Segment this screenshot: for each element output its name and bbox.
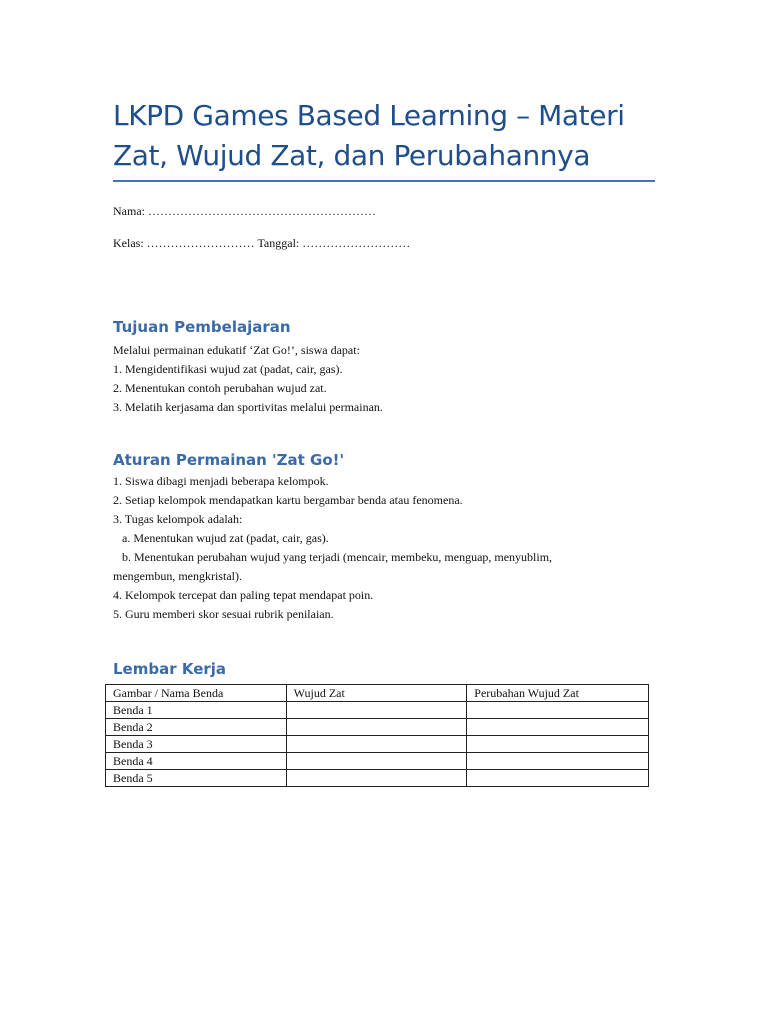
tujuan-heading: Tujuan Pembelajaran [113, 318, 291, 336]
table-header-row [106, 685, 649, 702]
aturan-line: 3. Tugas kelompok adalah: [113, 512, 243, 526]
benda-cell: Benda 1 [106, 702, 287, 719]
table-row [106, 719, 649, 736]
worksheet-table [105, 684, 649, 787]
table-row [106, 736, 649, 753]
perubahan-cell[interactable] [467, 770, 649, 787]
benda-cell: Benda 3 [106, 736, 287, 753]
aturan-line: 2. Setiap kelompok mendapatkan kartu bergambar benda atau fenomena. [113, 493, 463, 507]
tujuan-line: Melalui permainan edukatif ‘Zat Go!’, siswa dapat: [113, 343, 360, 357]
aturan-line: a. Menentukan wujud zat (padat, cair, gas). [113, 531, 329, 545]
benda-cell: Benda 4 [106, 753, 287, 770]
wujud-cell[interactable] [286, 770, 467, 787]
tujuan-body [113, 341, 658, 417]
table-row [106, 770, 649, 787]
aturan-line: 4. Kelompok tercepat dan paling tepat mendapat poin. [113, 588, 374, 602]
column-header: Wujud Zat [286, 685, 467, 702]
title-underline [113, 180, 655, 182]
kelas-tanggal-field: Kelas: ……………………… Tanggal: ……………………… [113, 236, 411, 250]
wujud-cell[interactable] [286, 719, 467, 736]
document-title [113, 96, 673, 176]
column-header: Gambar / Nama Benda [106, 685, 287, 702]
title-line-1: LKPD Games Based Learning – Materi [113, 99, 625, 132]
tujuan-line: 1. Mengidentifikasi wujud zat (padat, cair, gas). [113, 362, 343, 376]
perubahan-cell[interactable] [467, 702, 649, 719]
aturan-body [113, 472, 658, 624]
perubahan-cell[interactable] [467, 753, 649, 770]
aturan-line: b. Menentukan perubahan wujud yang terjadi (mencair, membeku, menguap, menyublim, [113, 550, 553, 564]
aturan-line: 5. Guru memberi skor sesuai rubrik penilaian. [113, 607, 334, 621]
aturan-line: 1. Siswa dibagi menjadi beberapa kelompok. [113, 474, 329, 488]
title-line-2: Zat, Wujud Zat, dan Perubahannya [113, 139, 591, 172]
lembar-kerja-heading: Lembar Kerja [113, 660, 227, 678]
table-row [106, 753, 649, 770]
aturan-line: mengembun, mengkristal). [113, 569, 242, 583]
wujud-cell[interactable] [286, 702, 467, 719]
aturan-heading: Aturan Permainan 'Zat Go!' [113, 451, 345, 469]
benda-cell: Benda 5 [106, 770, 287, 787]
tujuan-line: 3. Melatih kerjasama dan sportivitas melalui permainan. [113, 400, 383, 414]
table-row [106, 702, 649, 719]
wujud-cell[interactable] [286, 736, 467, 753]
perubahan-cell[interactable] [467, 719, 649, 736]
wujud-cell[interactable] [286, 753, 467, 770]
perubahan-cell[interactable] [467, 736, 649, 753]
nama-field: Nama: ………………………………………………… [113, 204, 376, 218]
benda-cell: Benda 2 [106, 719, 287, 736]
tujuan-line: 2. Menentukan contoh perubahan wujud zat. [113, 381, 327, 395]
column-header: Perubahan Wujud Zat [467, 685, 649, 702]
